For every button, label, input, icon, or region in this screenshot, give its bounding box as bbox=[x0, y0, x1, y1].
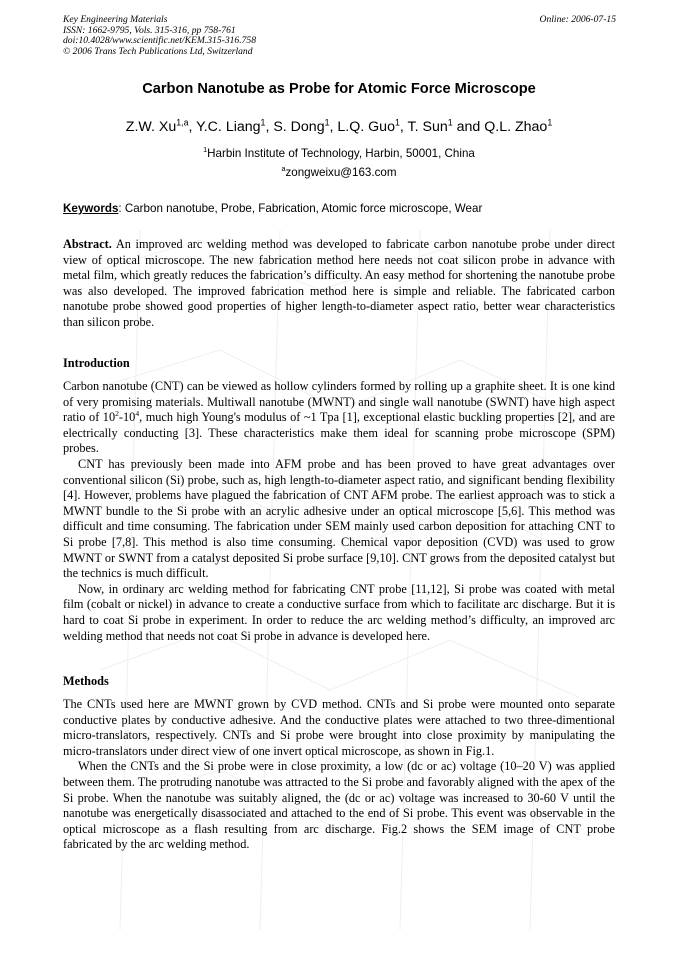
intro-p1-text-c: , much high Young's modulus of ~1 Tpa [1], exceptional elastic buckling properties [2], and are electrically conducting [3]. These characteristics make them ideal for scanning probe microscope (SPM) probes. bbox=[63, 410, 615, 456]
intro-p1-text-b: -10 bbox=[118, 410, 136, 425]
abstract-text: An improved arc welding method was developed to fabricate carbon nanotube probe under direct view of optical microscope. The new fabrication method here needs not coat silicon probe in advance with metal film, which greatly reduces the fabrication’s difficulty. An easy method for shortening the nanotube probe was also developed. The improved fabrication method here is simple and reliable. The fabricated carbon nanotube probe showed good properties of higher length-to-diameter aspect ratio, better wear characteristics than silicon probe. bbox=[63, 237, 615, 329]
methods-body bbox=[63, 697, 615, 853]
email-sup: a bbox=[281, 164, 286, 174]
author-sup: 1,a bbox=[176, 117, 189, 128]
author-name: Y.C. Liang bbox=[196, 119, 261, 135]
author-sep: , bbox=[265, 119, 274, 135]
affiliation-sup: 1 bbox=[203, 145, 208, 155]
abstract-label: Abstract. bbox=[63, 237, 112, 251]
email-address: zongweixu@163.com bbox=[285, 166, 397, 179]
keywords-list: : Carbon nanotube, Probe, Fabrication, Atomic force microscope, Wear bbox=[118, 202, 483, 215]
author-name: Q.L. Zhao bbox=[484, 119, 548, 135]
introduction-heading: Introduction bbox=[63, 356, 130, 370]
intro-paragraph-1 bbox=[63, 379, 615, 457]
affiliation bbox=[0, 147, 678, 160]
copyright-line: © 2006 Trans Tech Publications Ltd, Switzerland bbox=[63, 46, 253, 58]
author-sep: , bbox=[399, 119, 408, 135]
paper-title: Carbon Nanotube as Probe for Atomic Force Microscope bbox=[142, 81, 536, 97]
author-sup: 1 bbox=[324, 117, 330, 128]
author-name: S. Dong bbox=[273, 119, 325, 135]
author-sup: 1 bbox=[447, 117, 453, 128]
intro-paragraph-2: CNT has previously been made into AFM probe and has been proved to have great advantages over conventional silicon (Si) probe, such as, high length-to-diameter aspect ratio, and significant bending flexibility [4]. However, problems have plagued the fabrication of CNT AFM probe. The earliest approach was to stick a MWNT bundle to the Si probe with an acrylic adhesive under an optical microscope [5,6]. This method was difficult and time consuming. The fabrication under SEM mainly used carbon deposition for attaching CNT to Si probe [7,8]. This method is also time consuming. Chemical vapor deposition (CVD) was used to grow MWNT or SWNT from a catalyst deposited Si probe surface [9,10]. CNT grows from the deposited catalyst but the technics is much difficult. bbox=[63, 456, 615, 581]
methods-paragraph-1: The CNTs used here are MWNT grown by CVD method. CNTs and Si probe were mounted onto separate conductive plates by conductive adhesive. And the conductive plates were attached to two three-dimentional micro-translators, respectively. CNTs and Si probe were brought into close proximity by manipulating the micro-translators under direct view of one invert optical microscope, as shown in Fig.1. bbox=[63, 697, 615, 758]
author-sup: 1 bbox=[394, 117, 400, 128]
author-sep: , bbox=[188, 119, 197, 135]
author-name: Z.W. Xu bbox=[125, 119, 177, 135]
author-sup: 1 bbox=[547, 117, 553, 128]
journal-name: Key Engineering Materials bbox=[63, 14, 168, 25]
author-sup: 1 bbox=[260, 117, 266, 128]
intro-p1-text-a: Carbon nanotube (CNT) can be viewed as hollow cylinders formed by rolling up a graphite sheet. It is one kind of very promising materials. Multiwall nanotube (MWNT) and single wall nanotube (SWNT) have high aspect ratio of 10 bbox=[63, 379, 615, 425]
issn-line: ISSN: 1662-9795, Vols. 315-316, pp 758-761 bbox=[63, 24, 236, 36]
journal-header bbox=[63, 15, 616, 58]
doi-line: doi:10.4028/www.scientific.net/KEM.315-316.758 bbox=[63, 35, 257, 47]
methods-paragraph-2: When the CNTs and the Si probe were in close proximity, a low (dc or ac) voltage (10–20 V) was applied between them. The protruding nanotube was attracted to the Si probe and favorably aligned with the apex of the Si probe. When the nanotube was suitably aligned, the (dc or ac) voltage was increased to 30-60 V until the nanotube was energetically disassociated and attached to the end of Si probe. This event was observable in the optical microscope as a flash resulting from arc discharge. Fig.2 shows the SEM image of CNT probe fabricated by the arc welding method. bbox=[63, 759, 615, 852]
abstract bbox=[63, 237, 615, 331]
keywords bbox=[63, 202, 618, 215]
introduction-body bbox=[63, 379, 615, 644]
methods-heading: Methods bbox=[63, 674, 109, 688]
exponent: 2 bbox=[115, 409, 119, 419]
author-name: T. Sun bbox=[407, 119, 448, 135]
exponent: 4 bbox=[135, 409, 140, 419]
intro-paragraph-3: Now, in ordinary arc welding method for fabricating CNT probe [11,12], Si probe was coated with metal film (cobalt or nickel) in advance to create a conductive surface from which to facilitate arc discharge. But it is hard to coat Si probe in experiment. In order to reduce the arc welding method’s difficulty, an improved arc welding method that needs not coat Si probe in advance is developed here. bbox=[63, 581, 615, 643]
keywords-label: Keywords bbox=[63, 202, 119, 215]
author-sep: and bbox=[452, 119, 485, 135]
author-sep: , bbox=[329, 119, 338, 135]
online-date: Online: 2006-07-15 bbox=[539, 14, 616, 25]
email bbox=[0, 166, 678, 179]
author-list bbox=[0, 119, 678, 135]
author-name: L.Q. Guo bbox=[337, 119, 395, 135]
affiliation-text: Harbin Institute of Technology, Harbin, 50001, China bbox=[207, 147, 475, 160]
